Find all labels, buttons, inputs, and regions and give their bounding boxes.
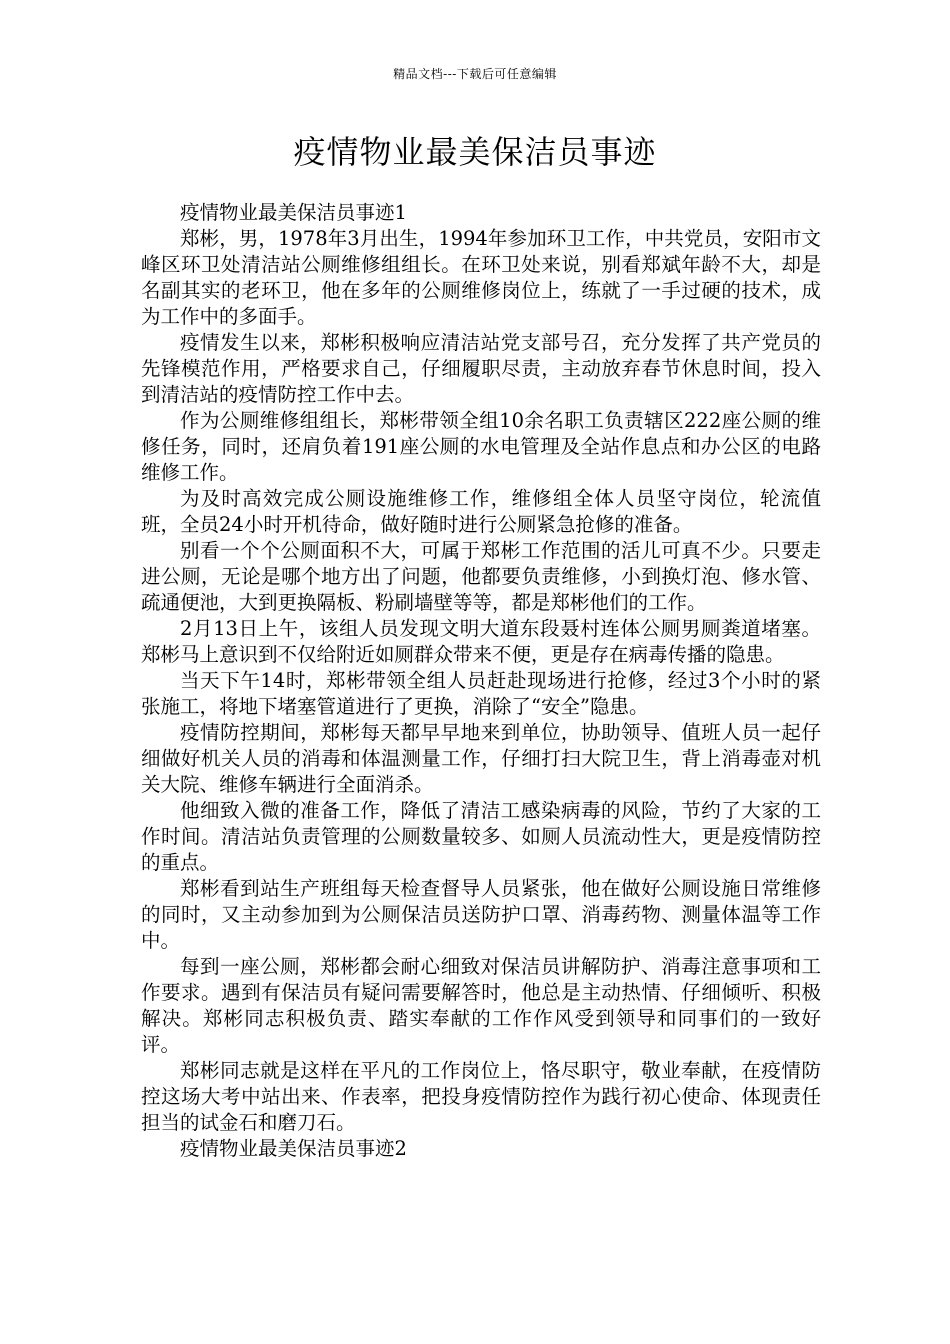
paragraph: 郑彬看到站生产班组每天检查督导人员紧张，他在做好公厕设施日常维修的同时，又主动参加到为公厕保洁员送防护口罩、消毒药物、测量体温等工作中。 bbox=[141, 877, 821, 952]
section-heading-1: 疫情物业最美保洁员事迹1 bbox=[180, 201, 407, 224]
paragraph: 为及时高效完成公厕设施维修工作，维修组全体人员坚守岗位，轮流值班，全员24小时开机待命，做好随时进行公厕紧急抢修的准备。 bbox=[141, 487, 821, 536]
header-note: 精品文档---下载后可任意编辑 bbox=[393, 67, 557, 81]
document-title: 疫情物业最美保洁员事迹 bbox=[293, 133, 657, 171]
paragraph: 郑彬，男，1978年3月出生，1994年参加环卫工作，中共党员，安阳市文峰区环卫处清洁站公厕维修组组长。在环卫处来说，别看郑斌年龄不大，却是名副其实的老环卫，他在多年的公厕维修岗位上，练就了一手过硬的技术，成为工作中的多面手。 bbox=[141, 227, 821, 328]
section-heading-2: 疫情物业最美保洁员事迹2 bbox=[180, 1137, 407, 1160]
paragraph: 郑彬同志就是这样在平凡的工作岗位上，恪尽职守，敬业奉献，在疫情防控这场大考中站出来、作表率，把投身疫情防控作为践行初心使命、体现责任担当的试金石和磨刀石。 bbox=[141, 1059, 821, 1134]
paragraph: 作为公厕维修组组长，郑彬带领全组10余名职工负责辖区222座公厕的维修任务，同时，还肩负着191座公厕的水电管理及全站作息点和办公区的电路维修工作。 bbox=[141, 409, 821, 484]
paragraph: 每到一座公厕，郑彬都会耐心细致对保洁员讲解防护、消毒注意事项和工作要求。遇到有保洁员有疑问需要解答时，他总是主动热情、仔细倾听、积极解决。郑彬同志积极负责、踏实奉献的工作作风受到领导和同事们的一致好评。 bbox=[141, 955, 821, 1056]
paragraph: 疫情防控期间，郑彬每天都早早地来到单位，协助领导、值班人员一起仔细做好机关人员的消毒和体温测量工作，仔细打扫大院卫生，背上消毒壶对机关大院、维修车辆进行全面消杀。 bbox=[141, 721, 821, 796]
paragraph: 他细致入微的准备工作，降低了清洁工感染病毒的风险，节约了大家的工作时间。清洁站负责管理的公厕数量较多、如厕人员流动性大，更是疫情防控的重点。 bbox=[141, 799, 821, 874]
paragraph: 2月13日上午，该组人员发现文明大道东段聂村连体公厕男厕粪道堵塞。郑彬马上意识到不仅给附近如厕群众带来不便，更是存在病毒传播的隐患。 bbox=[141, 617, 821, 666]
paragraph: 当天下午14时，郑彬带领全组人员赶赴现场进行抢修，经过3个小时的紧张施工，将地下堵塞管道进行了更换，消除了“安全”隐患。 bbox=[141, 669, 821, 718]
document-body bbox=[141, 200, 821, 1162]
paragraph: 疫情发生以来，郑彬积极响应清洁站党支部号召，充分发挥了共产党员的先锋模范作用，严格要求自己，仔细履职尽责，主动放弃春节休息时间，投入到清洁站的疫情防控工作中去。 bbox=[141, 331, 821, 406]
paragraph: 别看一个个公厕面积不大，可属于郑彬工作范围的活儿可真不少。只要走进公厕，无论是哪个地方出了问题，他都要负责维修，小到换灯泡、修水管、疏通便池，大到更换隔板、粉刷墙壁等等，都是郑彬他们的工作。 bbox=[141, 539, 821, 614]
